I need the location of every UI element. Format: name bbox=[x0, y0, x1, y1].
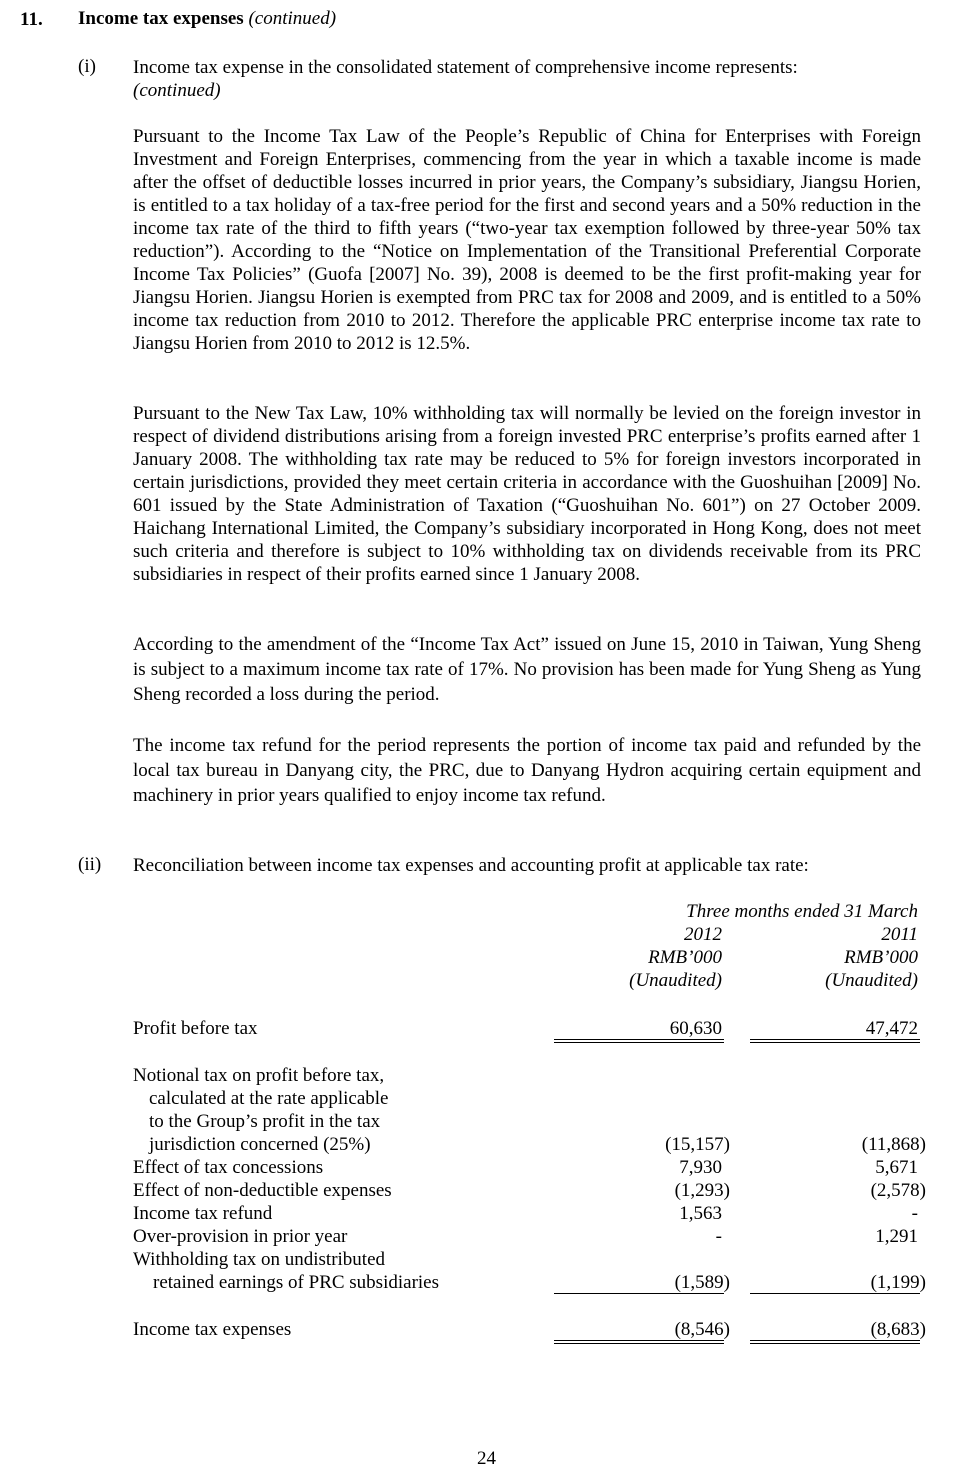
cell-total-2012: (8,546) bbox=[674, 1319, 730, 1340]
cell-withholding-2011: (1,199) bbox=[870, 1272, 926, 1293]
section-number: 11. bbox=[20, 9, 43, 30]
row-label-profit-before-tax: Profit before tax bbox=[133, 1018, 258, 1039]
cell-over-provision-2011: 1,291 bbox=[875, 1226, 918, 1247]
paragraph-yung-sheng: According to the amendment of the “Income Tax Act” issued on June 15, 2010 in Taiwan, Yung Sheng is subject to a maximum income tax rate of 17%. No provision has been made for Yung Sheng as Yung Sheng recorded a loss during the period. bbox=[133, 634, 921, 705]
row-label-income-tax-expenses: Income tax expenses bbox=[133, 1319, 292, 1340]
withholding-line-2: retained earnings of PRC subsidiaries bbox=[153, 1272, 440, 1293]
section-title bbox=[78, 8, 336, 30]
notional-line-4: jurisdiction concerned (25%) bbox=[149, 1134, 371, 1155]
paragraph-jiangsu-horien: Pursuant to the Income Tax Law of the People’s Republic of China for Enterprises with Foreign Investment and Foreign Enterprises, commencing from the year in which a taxable income is made after the offset of deductible losses incurred in prior years, the Company’s subsidiary, Jiangsu Horien, is entitled to a tax holiday of a tax-free period for the first and second years and a 50% reduction in the income tax rate of the third to fifth years (“two-year tax exemption followed by three-year 50% tax reduction”). According to the “Notice on Implementation of the Transitional Preferential Corporate Income Tax Policies” (Guofa [2007] No. 39), 2008 is deemed to be the first profit-making year for Jiangsu Horien. Jiangsu Horien is exempted from PRC tax for 2008 and 2009, and is entitled to a 50% income tax reduction from 2010 to 2012. Therefore the applicable PRC enterprise income tax rate to Jiangsu Horien from 2010 to 2012 is 12.5%. bbox=[133, 126, 921, 354]
cell-refund-2012: 1,563 bbox=[679, 1203, 722, 1224]
row-label-income-tax-refund: Income tax refund bbox=[133, 1203, 273, 1224]
cell-non-deductible-2012: (1,293) bbox=[674, 1180, 730, 1201]
paragraph-withholding-tax: Pursuant to the New Tax Law, 10% withholding tax will normally be levied on the foreign investor in respect of dividend distributions arising from a foreign invested PRC enterprise’s profits earned after 1 January 2008. The withholding tax rate may be reduced to 5% for foreign investors incorporated in certain jurisdictions, provided they meet certain criteria in accordance with the Guoshuihan [2009] No. 601 issued by the State Administration of Taxation (“Guoshuihan No. 601”) on 27 October 2009. Haichang International Limited, the Company’s subsidiary incorporated in Hong Kong, does not meet such criteria and therefore is subject to 10% withholding tax on dividends receivable from its PRC subsidiaries in respect of their profits earned since 1 January 2008. bbox=[133, 403, 921, 585]
row-label-withholding-tax bbox=[133, 1248, 439, 1294]
section-title-continued: (continued) bbox=[248, 8, 337, 29]
withholding-line-1: Withholding tax on undistributed bbox=[133, 1249, 386, 1270]
notional-line-2: calculated at the rate applicable bbox=[149, 1088, 389, 1109]
cell-profit-2011: 47,472 bbox=[865, 1018, 918, 1039]
notional-line-3: to the Group’s profit in the tax bbox=[149, 1111, 381, 1132]
table-col-2012-status: (Unaudited) bbox=[629, 970, 722, 991]
double-underline bbox=[554, 1039, 724, 1043]
table-col-2011-status: (Unaudited) bbox=[825, 970, 918, 991]
subsection-ii-intro: Reconciliation between income tax expenses and accounting profit at applicable tax rate: bbox=[133, 855, 809, 876]
underline bbox=[750, 1293, 920, 1294]
page-number: 24 bbox=[477, 1448, 496, 1469]
cell-over-provision-2012: - bbox=[715, 1226, 722, 1247]
table-col-2011-year: 2011 bbox=[881, 924, 918, 945]
double-underline bbox=[750, 1039, 920, 1043]
row-label-non-deductible: Effect of non-deductible expenses bbox=[133, 1180, 392, 1201]
double-underline bbox=[554, 1340, 724, 1344]
notional-line-1: Notional tax on profit before tax, bbox=[133, 1065, 385, 1086]
cell-non-deductible-2011: (2,578) bbox=[870, 1180, 926, 1201]
table-period-header: Three months ended 31 March bbox=[686, 901, 918, 922]
row-label-over-provision: Over-provision in prior year bbox=[133, 1226, 348, 1247]
cell-concessions-2012: 7,930 bbox=[679, 1157, 722, 1178]
subsection-i-intro-text: Income tax expense in the consolidated statement of comprehensive income represents: bbox=[133, 57, 798, 78]
subsection-i-intro-continued: (continued) bbox=[133, 80, 221, 101]
cell-withholding-2012: (1,589) bbox=[674, 1272, 730, 1293]
cell-refund-2011: - bbox=[911, 1203, 918, 1224]
cell-profit-2012: 60,630 bbox=[669, 1018, 722, 1039]
table-col-2012-unit: RMB’000 bbox=[648, 947, 722, 968]
subsection-marker-ii: (ii) bbox=[78, 854, 102, 875]
section-title-text: Income tax expenses bbox=[78, 8, 244, 29]
table-col-2011-unit: RMB’000 bbox=[844, 947, 918, 968]
subsection-marker-i: (i) bbox=[78, 56, 96, 77]
cell-notional-2012: (15,157) bbox=[665, 1134, 730, 1155]
paragraph-tax-refund: The income tax refund for the period represents the portion of income tax paid and refunded by the local tax bureau in Danyang city, the PRC, due to Danyang Hydron acquiring certain equipment and machinery in prior years qualified to enjoy income tax refund. bbox=[133, 735, 921, 806]
double-underline bbox=[750, 1340, 920, 1344]
cell-total-2011: (8,683) bbox=[870, 1319, 926, 1340]
cell-notional-2011: (11,868) bbox=[861, 1134, 926, 1155]
row-label-tax-concessions: Effect of tax concessions bbox=[133, 1157, 324, 1178]
cell-concessions-2011: 5,671 bbox=[875, 1157, 918, 1178]
table-col-2012-year: 2012 bbox=[684, 924, 722, 945]
subsection-i-intro bbox=[133, 56, 921, 102]
underline bbox=[554, 1293, 724, 1294]
row-label-notional-tax bbox=[133, 1064, 388, 1156]
